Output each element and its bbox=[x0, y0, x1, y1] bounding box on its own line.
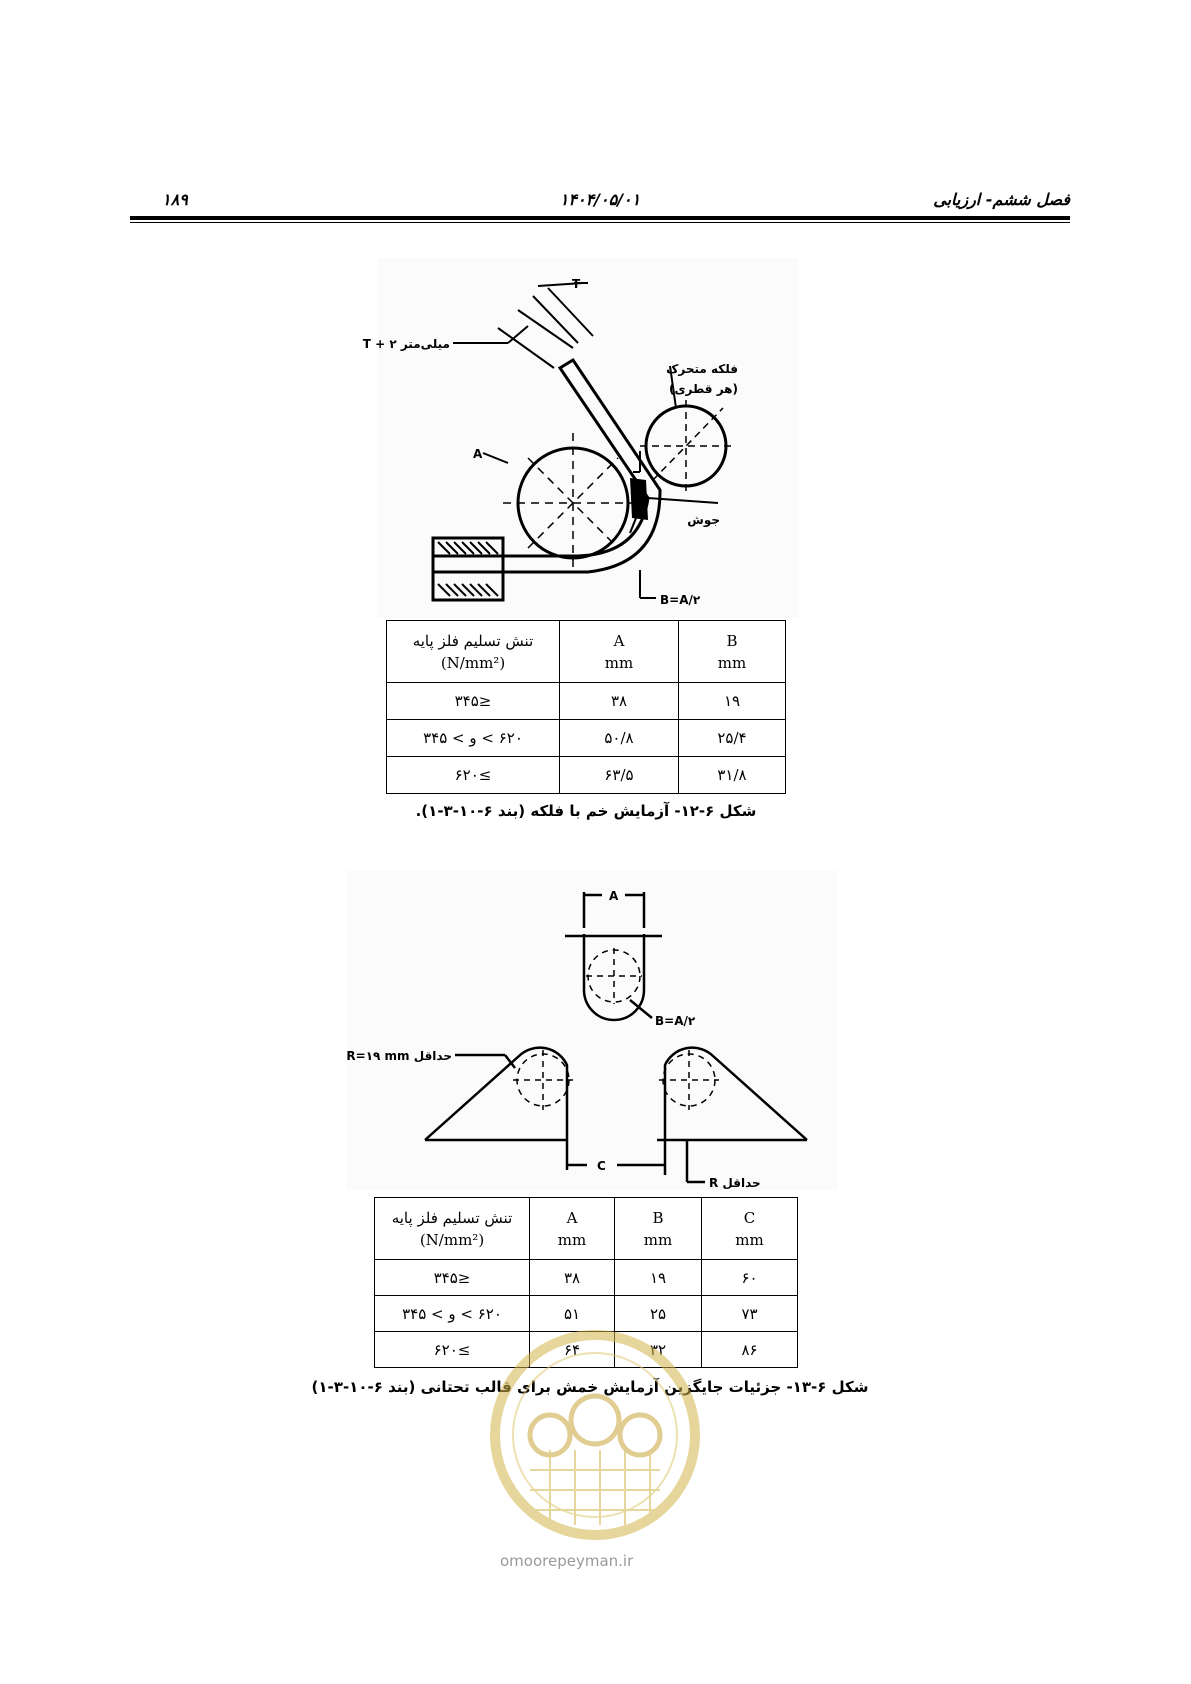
header-c-cell: C mm bbox=[702, 1198, 798, 1260]
weld-zone bbox=[630, 478, 648, 520]
label-a: A bbox=[473, 447, 483, 461]
page-header bbox=[130, 188, 1070, 218]
label-roller-sub: (هر قطری) bbox=[669, 382, 738, 396]
label-b-formula: B=A/۲ bbox=[660, 593, 701, 607]
header-rule-thick bbox=[130, 216, 1070, 220]
page-date: ۱۴۰۴/۰۵/۰۱ bbox=[559, 190, 641, 209]
figure2-diagram bbox=[347, 870, 837, 1190]
figure1-diagram bbox=[362, 258, 798, 618]
label-t-plus: T + ۲ میلی‌متر bbox=[362, 337, 450, 351]
figure2-caption: شکل ۶-۱۳- جزئیات جایگزین آزمایش خمش برای قالب تحتانی (بند ۶-۱۰-۳-۱) bbox=[311, 1378, 869, 1396]
label-r-min: R=۱۹ mm حداقل bbox=[346, 1049, 452, 1063]
header-stress-cell: تنش تسلیم فلز پایه (N/mm²) bbox=[375, 1198, 530, 1260]
table-row: ≤۳۴۵ ۳۸ ۱۹ bbox=[387, 683, 786, 720]
label-t: T bbox=[572, 277, 581, 291]
header-b-cell: B mm bbox=[679, 621, 786, 683]
label-r-min2: R حداقل bbox=[709, 1176, 761, 1190]
figure1-table bbox=[386, 620, 786, 794]
table-row: ≥۶۲۰ ۶۴ ۳۲ ۸۶ bbox=[375, 1332, 798, 1368]
label-a2: A bbox=[609, 889, 619, 903]
label-roller: فلکه متحرک bbox=[666, 362, 738, 376]
table-row: ≥۶۲۰ ۶۳/۵ ۳۱/۸ bbox=[387, 757, 786, 794]
header-a-cell: A mm bbox=[530, 1198, 615, 1260]
table-row: ۶۲۰ > و > ۳۴۵ ۵۱ ۲۵ ۷۳ bbox=[375, 1296, 798, 1332]
watermark-logo bbox=[480, 1320, 710, 1570]
header-rule-thin bbox=[130, 222, 1070, 223]
header-a-cell: A mm bbox=[560, 621, 679, 683]
label-c: C bbox=[597, 1159, 606, 1173]
figure1-caption: شکل ۶-۱۲- آزمایش خم با فلکه (بند ۶-۱۰-۳-۱). bbox=[415, 802, 757, 820]
table-row: ۶۲۰ > و > ۳۴۵ ۵۰/۸ ۲۵/۴ bbox=[387, 720, 786, 757]
page-number: ۱۸۹ bbox=[162, 190, 188, 209]
label-b-formula2: B=A/۲ bbox=[655, 1014, 696, 1028]
watermark-site: omoorepeyman.ir bbox=[500, 1552, 634, 1570]
label-weld: جوش bbox=[687, 513, 720, 527]
header-b-cell: B mm bbox=[615, 1198, 702, 1260]
table-row: ≤۳۴۵ ۳۸ ۱۹ ۶۰ bbox=[375, 1260, 798, 1296]
chapter-title: فصل ششم- ارزیابی bbox=[933, 190, 1070, 209]
header-stress-cell: تنش تسلیم فلز پایه (N/mm²) bbox=[387, 621, 560, 683]
